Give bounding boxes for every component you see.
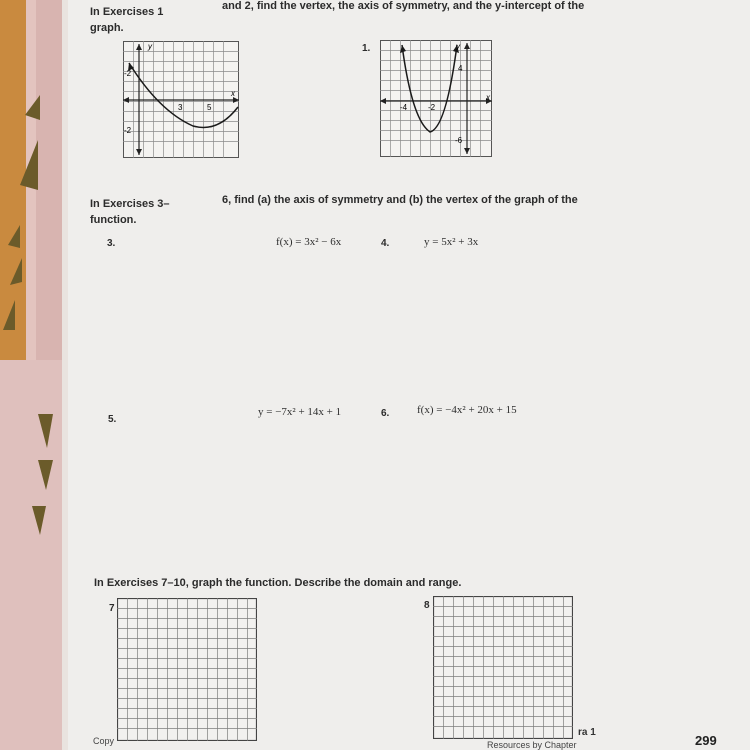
exercise-6-number: 6. [381, 408, 390, 419]
header2-cont: function. [90, 214, 137, 226]
graph1-tick: 5 [207, 103, 212, 112]
header2-left: In Exercises 3– [90, 198, 170, 210]
graph-exercise-2 [380, 40, 492, 157]
graph1-tick: 3 [178, 103, 183, 112]
grid7-label: 7 [109, 603, 115, 614]
header1-cont: graph. [90, 22, 124, 34]
graph-exercise-1 [123, 41, 239, 158]
graph2-tick: -2 [428, 103, 436, 112]
graph2-tick: -4 [400, 103, 408, 112]
graph1-tick: -2 [124, 126, 132, 135]
exercise-5-equation: y = −7x² + 14x + 1 [258, 406, 342, 418]
exercise-3-equation: f(x) = 3x² − 6x [276, 236, 342, 248]
graph2-label: 1. [362, 43, 371, 54]
graph1-y-label: y [148, 42, 152, 51]
exercise-6-equation: f(x) = −4x² + 20x + 15 [417, 404, 517, 416]
footer-copyright: Copy [93, 736, 115, 746]
graph-grid-exercise-8 [433, 596, 573, 739]
exercise-5-number: 5. [108, 414, 117, 425]
graph2-tick: 4 [458, 64, 463, 73]
exercise-4-equation: y = 5x² + 3x [424, 236, 479, 248]
graph2-x-label: x [486, 93, 490, 102]
graph2-y-label: y [456, 42, 460, 51]
graph2-tick: -6 [455, 136, 463, 145]
graph1-x-label: x [231, 89, 235, 98]
page-number: 299 [695, 733, 717, 748]
graph1-tick: -2 [124, 69, 132, 78]
graph-grid-exercise-7 [117, 598, 257, 741]
header1-right: and 2, find the vertex, the axis of symmetry, and the y-intercept of the [222, 0, 585, 12]
exercise-4-number: 4. [381, 238, 390, 249]
grid8-label: 8 [424, 600, 430, 611]
footer-resources: Resources by Chapter [487, 740, 577, 750]
exercise-3-number: 3. [107, 238, 116, 249]
header1-left: In Exercises 1 [90, 6, 164, 18]
header2-right: 6, find (a) the axis of symmetry and (b) the vertex of the graph of the [222, 194, 578, 206]
footer-book-title: ra 1 [578, 727, 596, 738]
header3: In Exercises 7–10, graph the function. Describe the domain and range. [94, 577, 462, 589]
